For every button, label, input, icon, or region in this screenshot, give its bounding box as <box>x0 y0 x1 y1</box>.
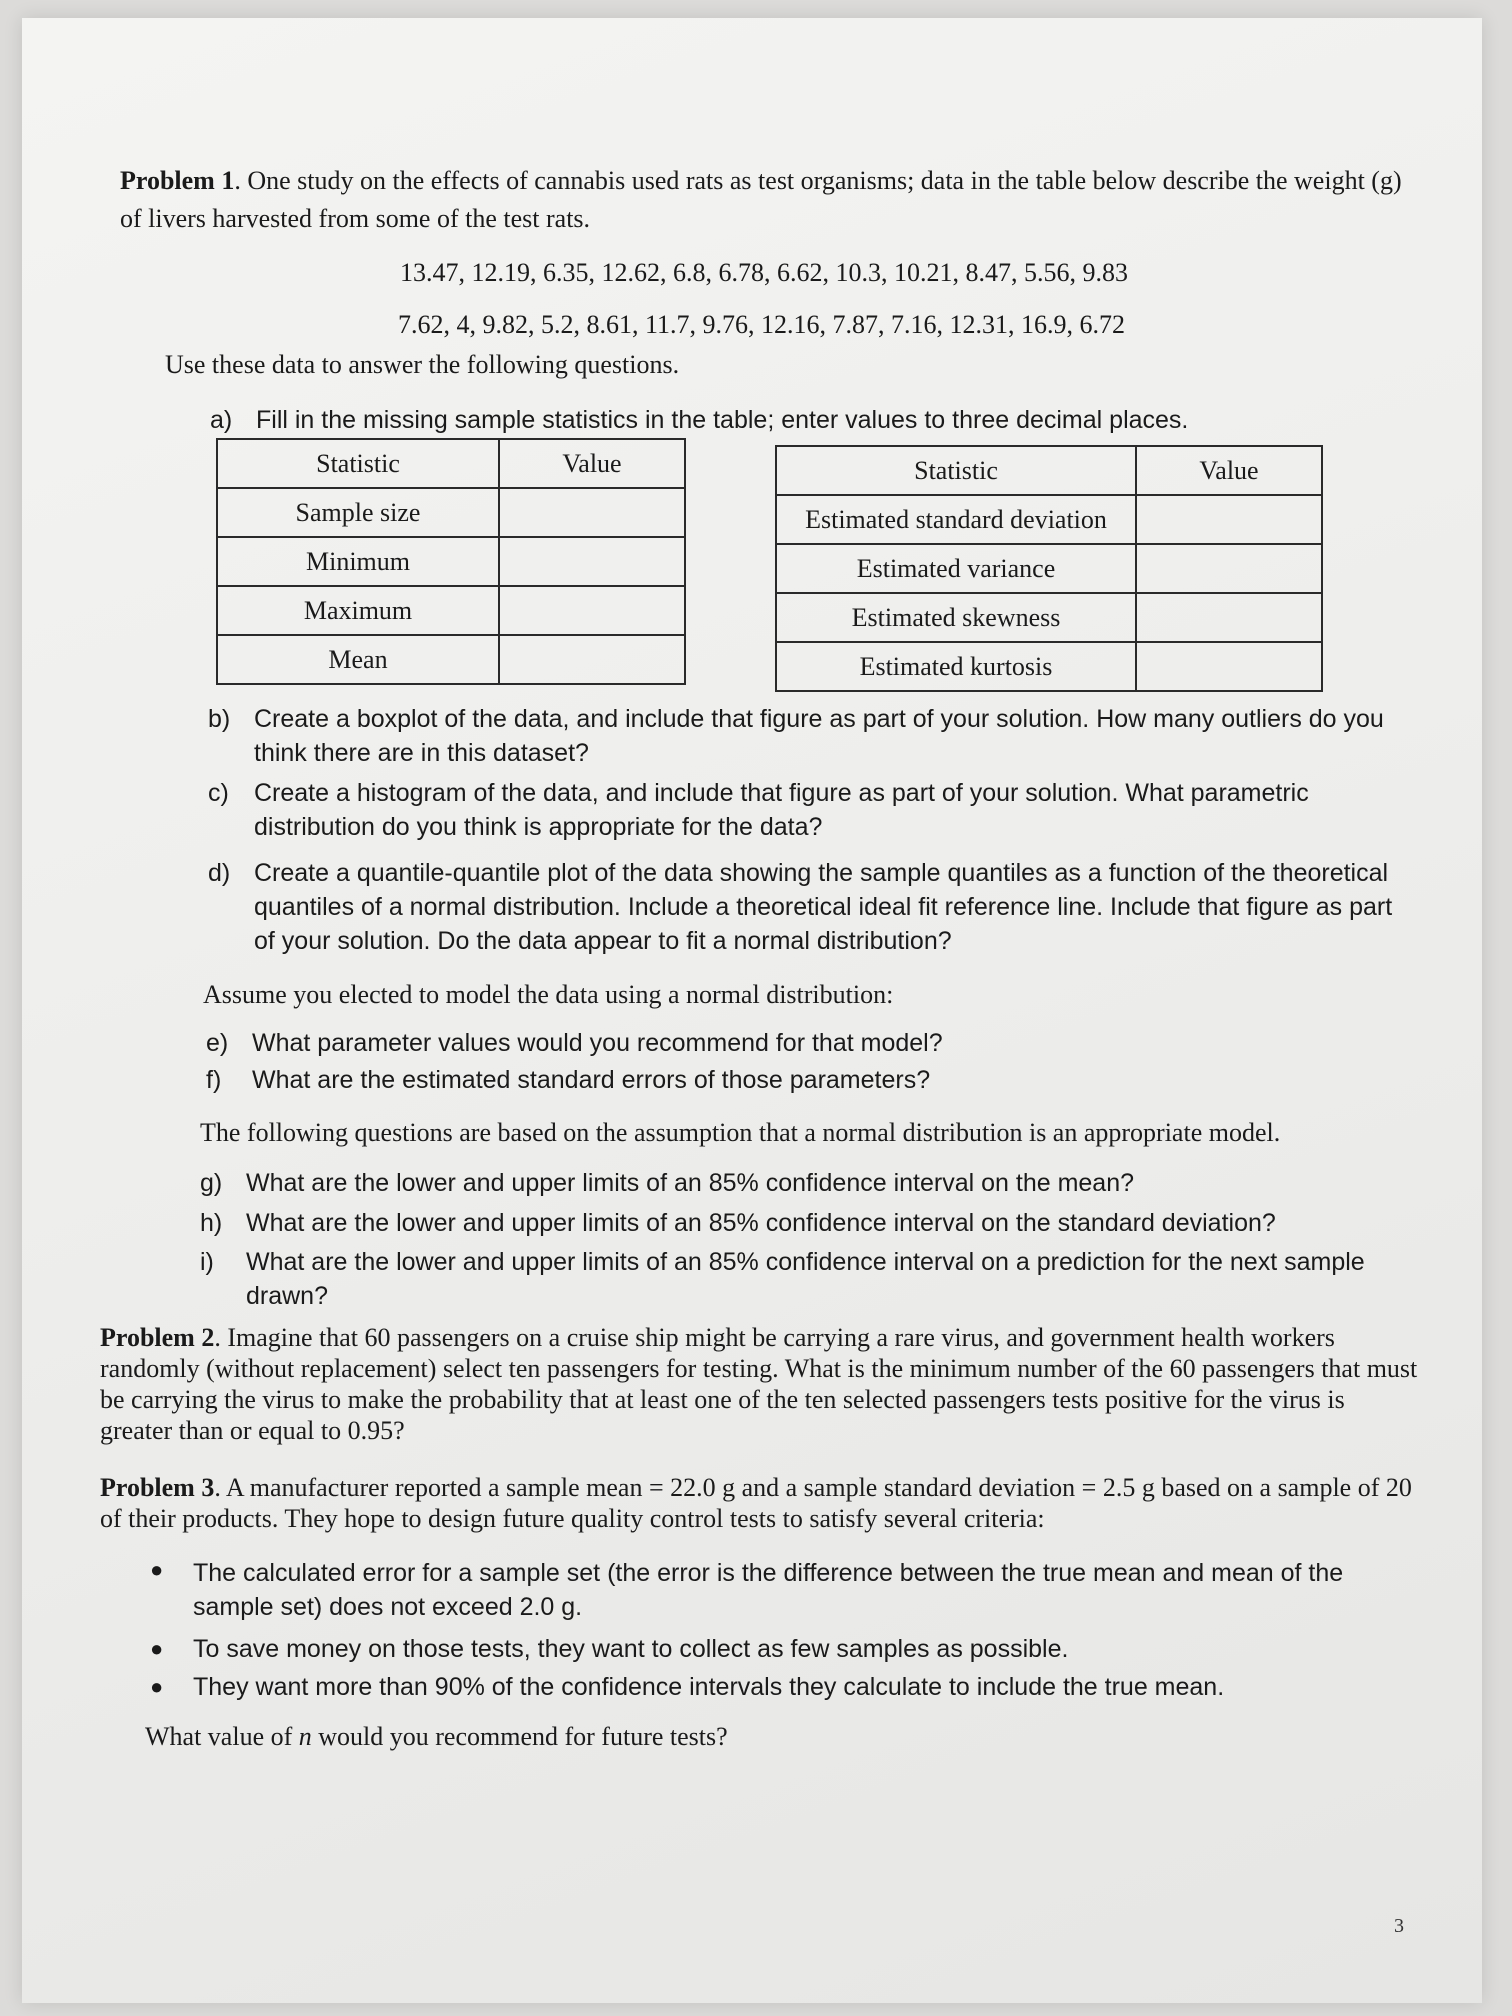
table-row <box>217 635 685 684</box>
column-header-value: Value <box>499 439 685 488</box>
data-line-2: 7.62, 4, 9.82, 5.2, 8.61, 11.7, 9.76, 12.16, 7.87, 7.16, 12.31, 16.9, 6.72 <box>398 310 1126 339</box>
value-cell-empty[interactable] <box>499 488 685 537</box>
question-text: What are the lower and upper limits of an 85% confidence interval on a prediction for the next sample drawn? <box>246 1248 1365 1310</box>
closing-question <box>145 1722 728 1752</box>
problem-2-label: Problem 2 <box>100 1323 215 1352</box>
value-cell-empty[interactable] <box>499 635 685 684</box>
variable-n: n <box>298 1722 312 1751</box>
table-row <box>217 537 685 586</box>
question-label: c) <box>208 779 229 807</box>
table-row <box>217 586 685 635</box>
problem-3-label: Problem 3 <box>100 1473 215 1502</box>
problem-3-text: . A manufacturer reported a sample mean = 22.0 g and a sample standard deviation = 2.5 g based on a sample of 20 of their products. They hope to design future quality control tests to satisfy several criteria: <box>100 1473 1412 1533</box>
statistic-name: Estimated variance <box>776 544 1136 593</box>
table-row <box>217 488 685 537</box>
problem-2 <box>100 1322 1420 1446</box>
question-text: What are the lower and upper limits of an 85% confidence interval on the mean? <box>246 1169 1135 1197</box>
assume-normal-text: Assume you elected to model the data using a normal distribution: <box>203 980 894 1009</box>
problem-3 <box>100 1472 1420 1534</box>
question-label: a) <box>210 406 233 434</box>
statistic-name: Estimated standard deviation <box>776 495 1136 544</box>
question-text: Create a boxplot of the data, and include that figure as part of your solution. How many outliers do you think there are in this dataset? <box>254 705 1384 767</box>
value-cell-empty[interactable] <box>1136 544 1322 593</box>
statistic-name: Sample size <box>217 488 499 537</box>
column-header-value: Value <box>1136 446 1322 495</box>
question-label: i) <box>200 1248 214 1276</box>
question-label: d) <box>208 859 231 887</box>
question-text: What are the estimated standard errors of those parameters? <box>252 1066 931 1094</box>
bullet-icon: ● <box>150 1636 164 1661</box>
page-number: 3 <box>1394 1915 1404 1937</box>
value-cell-empty[interactable] <box>1136 593 1322 642</box>
question-text: What parameter values would you recommend for that model? <box>252 1029 943 1057</box>
statistic-name: Maximum <box>217 586 499 635</box>
use-data-text: Use these data to answer the following questions. <box>165 350 680 379</box>
question-text: Create a quantile-quantile plot of the data showing the sample quantiles as a function of the theoretical quantiles of a normal distribution. Include a theoretical ideal fit reference line. Include that figure as part of your solution. Do the data appear to fit a normal distribution? <box>254 859 1393 955</box>
table-row <box>776 593 1322 642</box>
column-header-statistic: Statistic <box>217 439 499 488</box>
problem-1-label: Problem 1 <box>120 166 235 195</box>
question-label: e) <box>206 1029 229 1057</box>
table-header-row <box>217 439 685 488</box>
question-text: Create a histogram of the data, and include that figure as part of your solution. What parametric distribution do you think is appropriate for the data? <box>254 779 1309 841</box>
table-row <box>776 642 1322 691</box>
value-cell-empty[interactable] <box>1136 642 1322 691</box>
table-row <box>776 495 1322 544</box>
value-cell-empty[interactable] <box>499 537 685 586</box>
question-text: What are the lower and upper limits of an 85% confidence interval on the standard deviation? <box>246 1209 1276 1237</box>
column-header-statistic: Statistic <box>776 446 1136 495</box>
statistics-table-left <box>216 438 686 685</box>
question-label: b) <box>208 705 231 733</box>
statistic-name: Minimum <box>217 537 499 586</box>
closing-prefix: What value of <box>145 1722 299 1751</box>
problem-1-text: . One study on the effects of cannabis used rats as test organisms; data in the table below describe the weight (g) of livers harvested from some of the test rats. <box>120 166 1402 233</box>
problem-2-text: . Imagine that 60 passengers on a cruise ship might be carrying a rare virus, and government health workers randomly (without replacement) select ten passengers for testing. What is the minimum number of the 60 passengers that must be carrying the virus to make the probability that at least one of the ten selected passengers tests positive for the virus is greater than or equal to 0.95? <box>100 1323 1418 1445</box>
bullet-icon: ● <box>150 1674 164 1699</box>
following-questions-text: The following questions are based on the assumption that a normal distribution is an appropriate model. <box>200 1118 1281 1147</box>
criteria-item: To save money on those tests, they want to collect as few samples as possible. <box>193 1635 1069 1663</box>
statistic-name: Estimated kurtosis <box>776 642 1136 691</box>
criteria-item: The calculated error for a sample set (the error is the difference between the true mean and mean of the sample set) does not exceed 2.0 g. <box>193 1559 1344 1621</box>
statistic-name: Estimated skewness <box>776 593 1136 642</box>
data-line-1: 13.47, 12.19, 6.35, 12.62, 6.8, 6.78, 6.62, 10.3, 10.21, 8.47, 5.56, 9.83 <box>400 258 1128 287</box>
table-header-row <box>776 446 1322 495</box>
question-label: f) <box>206 1066 222 1094</box>
table-row <box>776 544 1322 593</box>
bullet-icon: ● <box>150 1557 164 1582</box>
value-cell-empty[interactable] <box>1136 495 1322 544</box>
closing-suffix: would you recommend for future tests? <box>311 1722 728 1751</box>
question-text: Fill in the missing sample statistics in the table; enter values to three decimal places. <box>256 406 1189 434</box>
question-label: h) <box>200 1209 223 1237</box>
criteria-item: They want more than 90% of the confidence intervals they calculate to include the true mean. <box>193 1673 1225 1701</box>
problem-1-intro <box>120 162 1410 238</box>
question-label: g) <box>200 1169 223 1197</box>
statistics-table-right <box>775 445 1323 692</box>
statistic-name: Mean <box>217 635 499 684</box>
value-cell-empty[interactable] <box>499 586 685 635</box>
